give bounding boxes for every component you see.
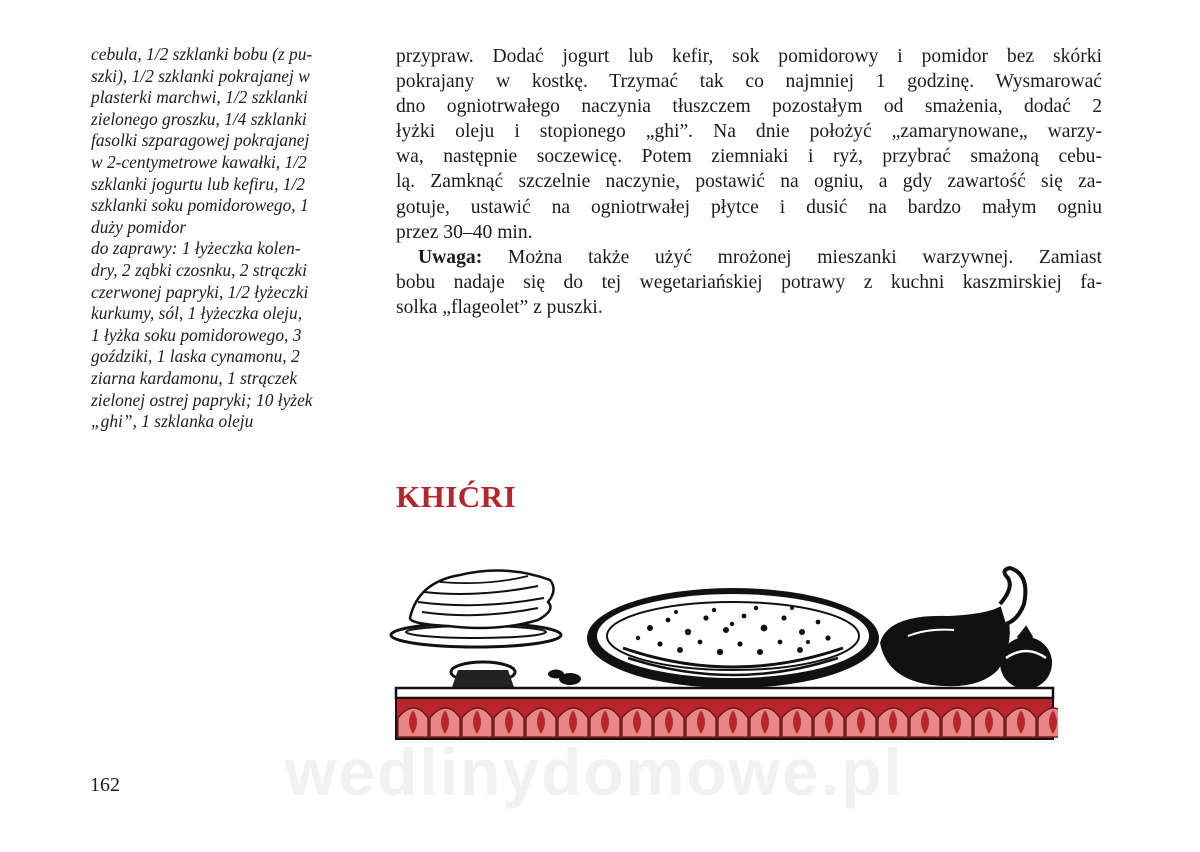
shelf [396,688,1053,698]
ingredient-line: zielonego groszku, 1/4 szklanki [91,108,307,129]
note-text: Można także użyć mrożonej mieszanki warzywnej. Zamiast [507,246,1102,268]
ingredient-line: cebula, 1/2 szklanki bobu (z pu- [91,44,313,64]
ingredient-line: kurkumy, sól, 1 łyżeczka oleju, [91,303,303,324]
ingredient-line: szklanki soku pomidorowego, 1 [91,195,309,216]
ingredient-line: szklanki jogurtu lub kefiru, 1/2 [91,173,305,194]
ingredient-line: „ghi”, 1 szklanka oleju [91,411,254,432]
page-number: 162 [90,774,120,796]
ingredient-line: dry, 2 ząbki czosnku, 2 strączki [91,259,307,280]
watermark: wedlinydomowe.pl [285,735,904,809]
ingredient-line: plasterki marchwi, 1/2 szklanki [91,87,308,108]
flatbread-stand-icon [391,571,561,701]
body-line: gotuje, ustawić na ogniotrwałej płytce i dusić na bardzo małym ogniu [396,196,1102,218]
dish-illustration [388,558,1058,748]
ingredient-line: w 2-centymetrowe kawałki, 1/2 [91,151,307,172]
ingredient-line: do zaprawy: 1 łyżeczka kolen- [91,238,301,259]
body-line: przypraw. Dodać jogurt lub kefir, sok pomidorowy i pomidor bez skórki [396,46,1102,67]
ingredient-line: 1 łyżka soku pomidorowego, 3 [91,324,302,345]
ingredient-line: goździki, 1 laska cynamonu, 2 [91,346,300,367]
note-label: Uwaga: [418,246,483,268]
recipe-body [396,44,1102,320]
decorative-band [396,698,1058,739]
ingredient-line: fasolki szparagowej pokrajanej [91,130,310,151]
body-line: przez 30–40 min. [396,221,533,243]
note-line: bobu nadaje się do tej wegetariańskiej potrawy z kuchni kaszmirskiej fa- [396,271,1102,293]
ingredients-list [91,44,367,433]
ingredient-line: szki), 1/2 szklanki pokrajanej w [91,65,310,86]
body-line: łyżki oleju i stopionego „ghi”. Na dnie położyć „zamarynowane„ warzy- [396,121,1102,143]
leaves-icon [548,670,581,686]
ingredient-line: zielonej ostrej papryki; 10 łyżek [91,389,313,410]
note-first-line [396,245,1102,270]
note-line: solka „flageolet” z puszki. [396,296,603,318]
body-line: lą. Zamknąć szczelnie naczynie, postawić na ogniu, a gdy zawartość się za- [396,171,1102,193]
body-line: pokrajany w kostkę. Trzymać tak co najmniej 1 godzinę. Wysmarować [396,71,1102,93]
body-line: wa, następnie soczewicę. Potem ziemniaki i ryż, przybrać smażoną cebu- [396,146,1102,168]
ingredient-line: czerwonej papryki, 1/2 łyżeczki [91,281,309,302]
rice-bowl-icon [587,588,879,688]
ingredient-line: ziarna kardamonu, 1 strączek [91,367,298,388]
section-title: KHIĆRI [396,479,517,514]
ingredient-line: duży pomidor [91,216,187,237]
body-line: dno ogniotrwałego naczynia tłuszczem pozostałym od smażenia, dodać 2 [396,96,1102,118]
